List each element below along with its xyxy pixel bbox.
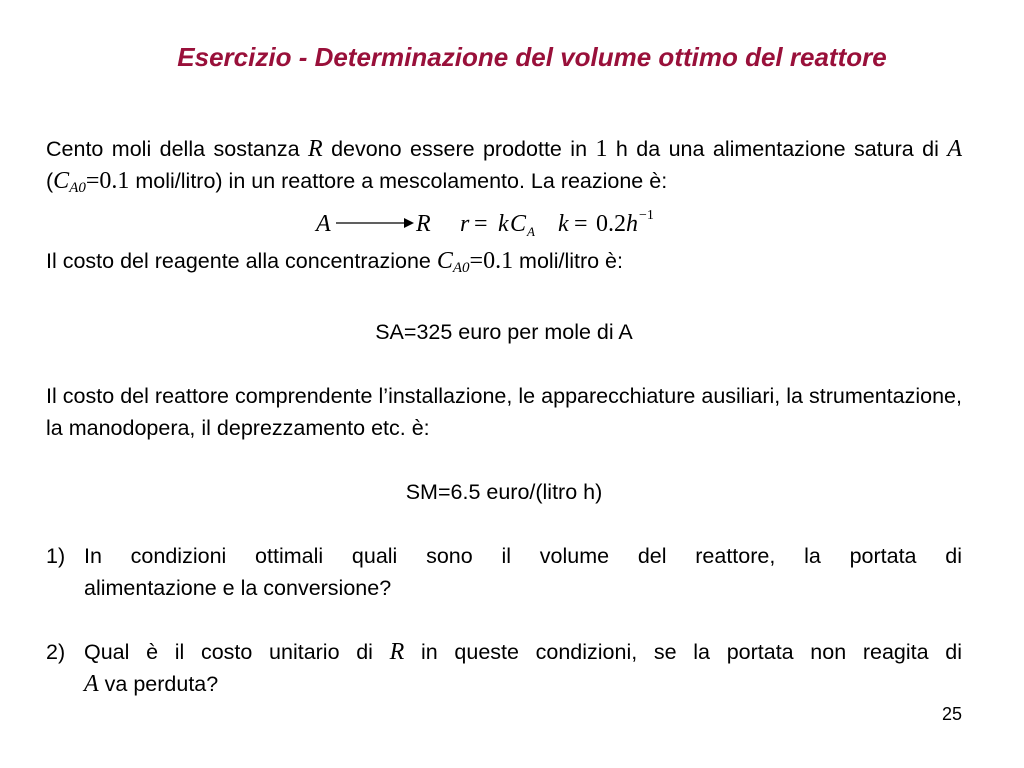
spacer <box>46 444 962 476</box>
number-one: 1 <box>595 136 608 162</box>
eq-exponent: −1 <box>639 208 654 223</box>
intro-text: devono essere prodotte in <box>322 137 596 161</box>
question-1-line-2: alimentazione e la conversione? <box>84 576 392 600</box>
question-2-text: va perduta? <box>98 672 219 696</box>
question-number: 1) <box>46 544 66 568</box>
spacer <box>46 284 962 316</box>
spacer <box>46 348 962 380</box>
sa-line: SA=325 euro per mole di A <box>375 320 633 344</box>
intro-text: h da una alimentazione satura di <box>607 137 948 161</box>
eq-subscript-a: A <box>527 224 535 239</box>
question-2-text: Qual è il costo unitario di <box>84 640 390 664</box>
intro-text: ( <box>46 169 54 193</box>
eq-equals-2: = <box>574 211 588 237</box>
concentration-value: =0.1 <box>85 168 130 194</box>
question-2 <box>46 636 962 700</box>
symbol-c: C <box>53 168 70 194</box>
eq-concentration-c: C <box>510 211 527 237</box>
subscript-a0: A0 <box>69 180 86 196</box>
symbol-r: R <box>307 136 323 162</box>
spacer <box>46 604 962 636</box>
slide-number: 25 <box>941 704 962 724</box>
reagent-cost-text: moli/litro è: <box>513 249 623 273</box>
intro-text: Cento moli della sostanza <box>46 137 308 161</box>
question-2-line-2 <box>84 668 962 700</box>
slide-body <box>46 133 962 700</box>
reaction-equation <box>46 205 962 245</box>
subscript-a0: A0 <box>452 260 470 276</box>
question-number: 2) <box>46 640 66 664</box>
question-2-line-1 <box>84 636 962 668</box>
eq-species-a: A <box>316 211 331 237</box>
sm-line: SM=6.5 euro/(litro h) <box>405 480 603 504</box>
reaction-arrowhead <box>404 218 414 228</box>
symbol-r: R <box>389 639 405 665</box>
eq-equals-1: = <box>474 211 488 237</box>
reactor-cost-paragraph: Il costo del reattore comprendente l’installazione, le apparecchiature ausiliari, la strumentazione, la manodopera, il deprezzamento etc. è: <box>46 384 962 440</box>
symbol-a: A <box>84 671 99 697</box>
question-2-text: in queste condizioni, se la portata non reagita di <box>404 640 963 664</box>
eq-k-2: k <box>558 211 569 237</box>
eq-rate-symbol: r <box>460 211 470 237</box>
question-1 <box>46 540 962 604</box>
reagent-cost-paragraph <box>46 245 962 284</box>
reagent-cost-text: Il costo del reagente alla concentrazione <box>46 249 437 273</box>
intro-text: moli/litro) in un reattore a mescolamento. La reazione è: <box>129 169 668 193</box>
reaction-equation-graphic <box>314 205 694 241</box>
eq-k-1: k <box>498 211 509 237</box>
eq-species-r: R <box>416 211 431 237</box>
question-1-line-1: In condizioni ottimali quali sono il volume del reattore, la portata di <box>84 544 962 568</box>
spacer <box>46 508 962 540</box>
eq-k-value: 0.2 <box>596 211 626 237</box>
intro-paragraph <box>46 133 962 204</box>
symbol-c: C <box>436 248 453 274</box>
symbol-a: A <box>947 136 962 162</box>
slide-title: Esercizio - Determinazione del volume ottimo del reattore <box>177 42 887 72</box>
eq-h: h <box>626 211 638 237</box>
concentration-value: =0.1 <box>469 248 514 274</box>
